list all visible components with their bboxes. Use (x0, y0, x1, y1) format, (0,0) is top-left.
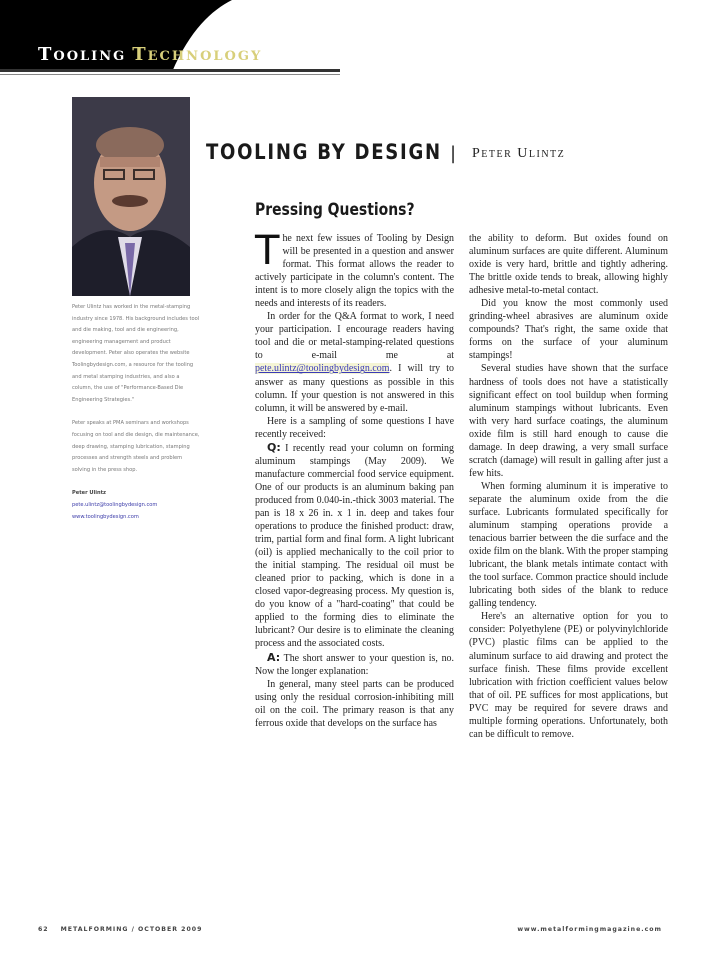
column-title: TOOLING BY DESIGN (206, 140, 442, 164)
question-text: I recently read your column on forming aluminum stampings (May 2009). We manufacture commercial food service equipment. One of our products is an aluminum baking pan produced from 0.040-in.-thick 3003 material. The pan is 18 x 26 in. x 1 in. deep and takes four operations to produce the finished product: draw, trim, partial form and final form. A light lubricant (oil) is applied mechanically to the coil prior to the initial stamping. The residual oil must be cleaned prior to packing, which is done in a closed vapor-degreasing process. My question is, do you know of a "hard-coating" that could be applied to the forming dies to eliminate the lubricant? Our desire is to eliminate the cleaning process and the associated costs. (255, 442, 454, 650)
section-word-tooling: Tooling (38, 44, 127, 65)
paragraph: Here's an alternative option for you to consider: Polyethylene (PE) or polyvinylchloride (PVC) plastic films can be applied to the aluminum surface to aid drawing and protect the surface finish. These films provide excellent lubrication with friction coefficient values below that of oil. PE suffices for most applications, but PVC may be required for severe draws and multiple forming operations. Unfortunately, both can be difficult to remove. (469, 611, 668, 740)
question-label: Q: (267, 440, 281, 454)
article-column-left (255, 228, 454, 730)
author-photo (72, 97, 190, 296)
paragraph: When forming aluminum it is imperative to separate the aluminum oxide from the die surface. Lubricants formulated specifically for aluminum stamping operations provide a tenacious barrier between the die surface and the oxide film on the blank. With the proper stamping lubricant, the blank metals intimate contact with the tool surface. Common practice should include lubricating both sides of the blank to reduce galling tendency. (469, 480, 668, 610)
article-title: Pressing Questions? (255, 200, 415, 220)
email-link[interactable]: pete.ulintz@toolingbydesign.com (255, 363, 390, 375)
drop-cap: T (255, 228, 280, 274)
paragraph (255, 228, 454, 310)
paragraph: Several studies have shown that the surface hardness of tools does not have a statistically significant effect on tool buildup when forming aluminum stampings without lubricants. Even with very hard surface coatings, the aluminum oxide film is still hard enough to cause die damage. In deep drawing, a very small surface scratch (damage) will result in galling after just a few hits. (469, 363, 668, 479)
answer-label: A: (267, 650, 281, 664)
question-paragraph (255, 441, 454, 651)
paragraph-text: In order for the Q&A format to work, I need your participation. I encourage readers having tool and die or metal-stamping-related questions to e-mail me at (255, 311, 454, 362)
paragraph-text: . I will try to answer as many questions as possible in this column. If your question is not answered in this column, it will be answered by e-mail. (255, 363, 454, 414)
paragraph-text: he next few issues of Tooling by Design will be presented in a question and answer format. This format allows the reader to actively participate in the column's content. The intent is to more closely align the topics with the needs and interests of its readers. (255, 233, 454, 310)
paragraph: the ability to deform. But oxides found on aluminum surfaces are quite different. Aluminum oxide is very hard, brittle and tightly adhering. The brittle oxide tends to break, allowing highly adhesive metal-to-metal contact. (469, 233, 668, 297)
publication-name: METALFORMING / OCTOBER 2009 (60, 926, 203, 933)
author-byline: Peter Ulintz (472, 146, 566, 161)
paragraph: Here is a sampling of some questions I have recently received: (255, 415, 454, 440)
author-invite: Peter speaks at PMA seminars and workshops focusing on tool and die design, die maintenance, deep drawing, stamping lubrication, stamping processes and strength steels and problem solving in the press shop. (72, 420, 200, 473)
answer-text: The short answer to your question is, no. Now the longer explanation: (255, 652, 454, 677)
paragraph: Did you know the most commonly used grinding-wheel abrasives are aluminum oxide compounds? That's right, the same oxide that forms on the surface of your aluminum stampings! (469, 298, 668, 362)
title-separator: | (450, 143, 457, 164)
section-word-technology: Technology (132, 44, 263, 65)
author-signature: Peter Ulintz (72, 490, 107, 497)
footer-website: www.metalformingmagazine.com (517, 926, 662, 933)
paragraph (255, 310, 454, 414)
article-column-right (469, 232, 668, 741)
page-number: 62 (38, 926, 49, 933)
author-email-link[interactable]: pete.ulintz@toolingbydesign.com (72, 501, 158, 508)
paragraph: In general, many steel parts can be produced using only the residual corrosion-inhibiting mill oil on the coil. The primary reason is that any ferrous oxide that develops on the surface has (255, 678, 454, 729)
footer-left (38, 926, 202, 933)
answer-paragraph (255, 651, 454, 678)
header-rule-thin (0, 74, 340, 75)
author-sidebar (72, 302, 200, 523)
section-header (38, 44, 262, 65)
author-bio: Peter Ulintz has worked in the metal-stamping industry since 1978. His background includes tool and die making, tool and die engineering, engineering management and product development. Peter also operates the website Toolingbydesign.com, a resource for the tooling and metal stamping industries, and also a column, the use of "Performance-Based Die Engineering Strategies." (72, 304, 200, 403)
author-website-link[interactable]: www.toolingbydesign.com (72, 513, 139, 520)
header-rule (0, 69, 340, 72)
